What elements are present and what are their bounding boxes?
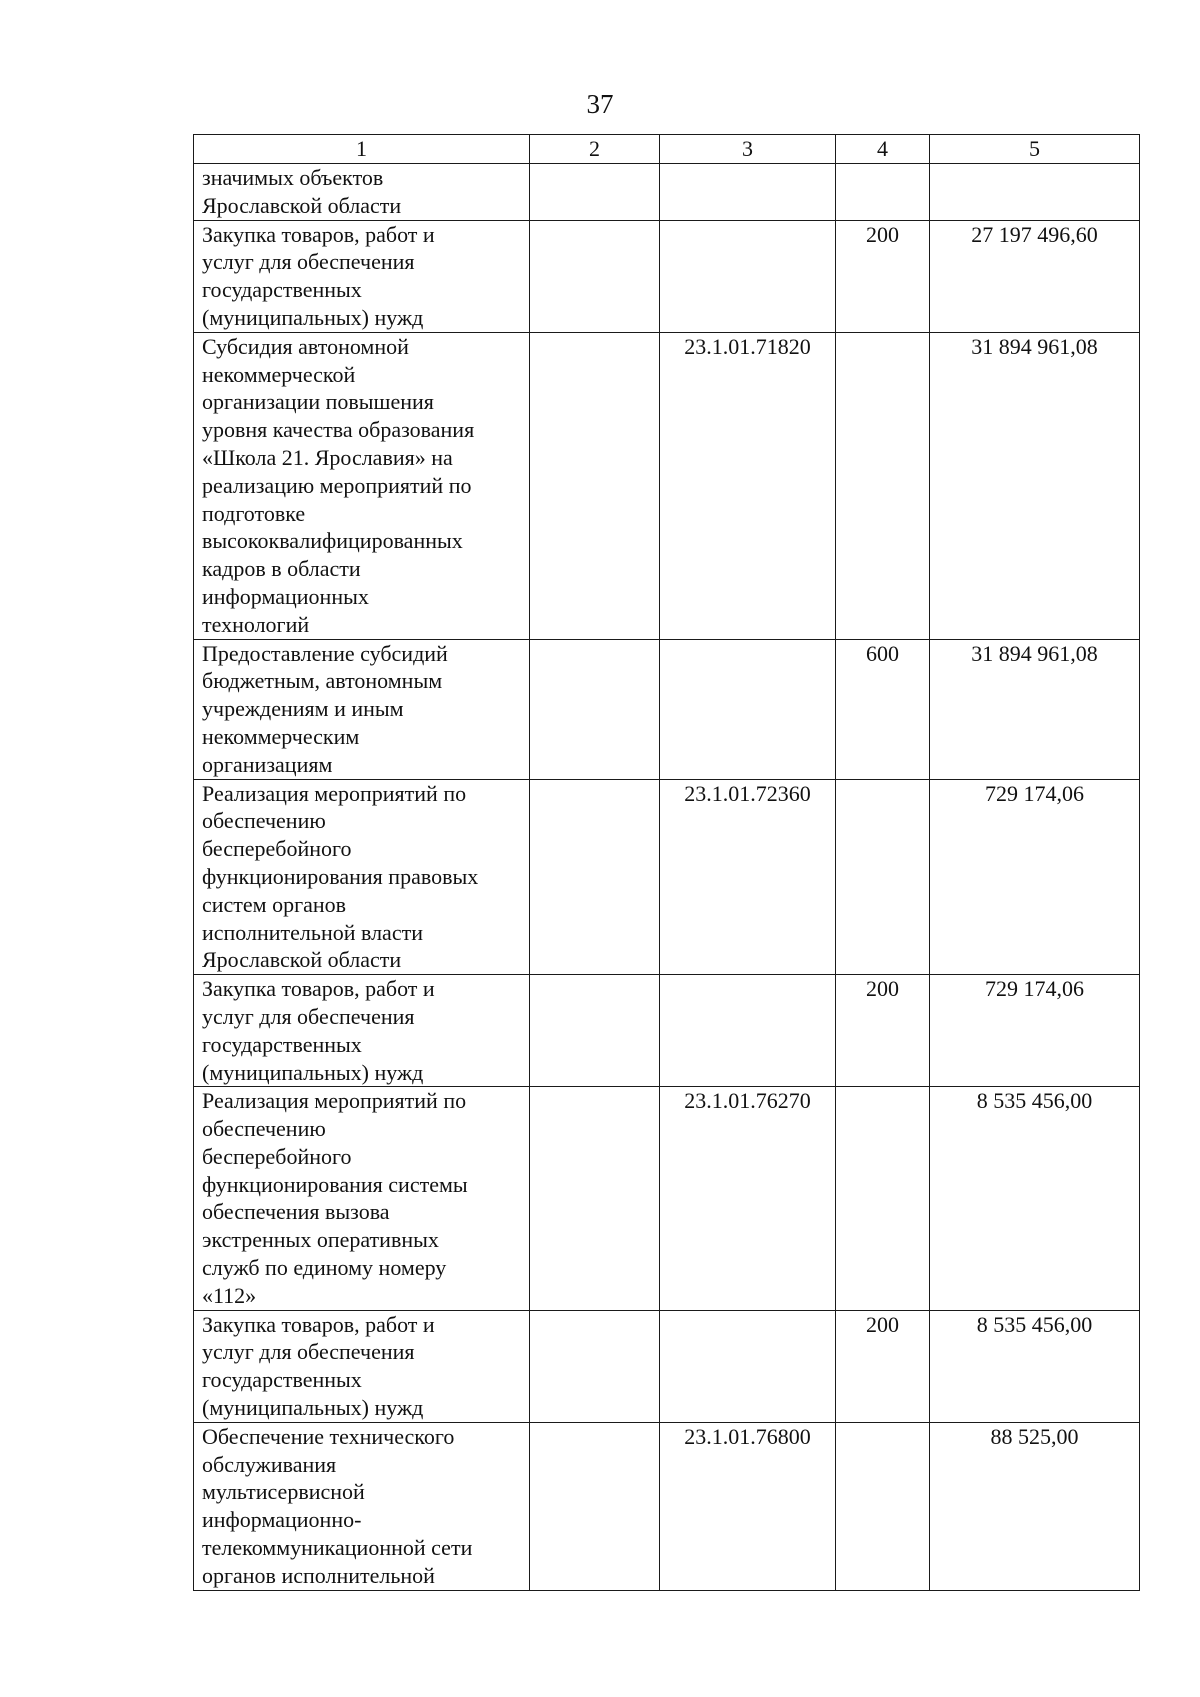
row-code-cell: 23.1.01.76270: [660, 1087, 836, 1310]
row-type-cell: [836, 332, 930, 639]
row-col2-cell: [530, 164, 660, 221]
row-col2-cell: [530, 332, 660, 639]
column-header-4: 4: [836, 135, 930, 164]
row-amount-cell: [930, 164, 1140, 221]
row-name-cell: Закупка товаров, работ и услуг для обеспечения государственных (муниципальных) нужд: [194, 975, 530, 1087]
table-row: [194, 1310, 1140, 1422]
row-code-cell: [660, 1310, 836, 1422]
row-col2-cell: [530, 1422, 660, 1590]
row-amount-cell: 729 174,06: [930, 975, 1140, 1087]
row-amount-cell: 27 197 496,60: [930, 220, 1140, 332]
row-type-cell: 200: [836, 975, 930, 1087]
row-type-cell: [836, 779, 930, 975]
column-header-3: 3: [660, 135, 836, 164]
row-type-cell: 200: [836, 220, 930, 332]
row-name-cell: Субсидия автономной некоммерческой организации повышения уровня качества образования «Школа 21. Ярославия» на реализацию мероприятий по подготовке высококвалифицированных кадров в области информационных технологий: [194, 332, 530, 639]
table-body: [194, 164, 1140, 1591]
row-type-cell: [836, 164, 930, 221]
table-row: [194, 779, 1140, 975]
table-header-row: [194, 135, 1140, 164]
row-amount-cell: 88 525,00: [930, 1422, 1140, 1590]
row-name-cell: Закупка товаров, работ и услуг для обеспечения государственных (муниципальных) нужд: [194, 220, 530, 332]
column-header-1: 1: [194, 135, 530, 164]
table-row: [194, 1087, 1140, 1310]
table-row: [194, 332, 1140, 639]
row-name-cell: Реализация мероприятий по обеспечению бесперебойного функционирования правовых систем органов исполнительной власти Ярославской области: [194, 779, 530, 975]
table-row: [194, 975, 1140, 1087]
table-row: [194, 164, 1140, 221]
table-row: [194, 639, 1140, 779]
row-col2-cell: [530, 1310, 660, 1422]
row-col2-cell: [530, 779, 660, 975]
table-row: [194, 220, 1140, 332]
row-type-cell: [836, 1087, 930, 1310]
row-name-cell: Обеспечение технического обслуживания мультисервисной информационно- телекоммуникационной сети органов исполнительной: [194, 1422, 530, 1590]
row-type-cell: 200: [836, 1310, 930, 1422]
row-amount-cell: 8 535 456,00: [930, 1310, 1140, 1422]
row-name-cell: Реализация мероприятий по обеспечению бесперебойного функционирования системы обеспечения вызова экстренных оперативных служб по единому номеру «112»: [194, 1087, 530, 1310]
row-col2-cell: [530, 639, 660, 779]
row-col2-cell: [530, 220, 660, 332]
row-code-cell: 23.1.01.71820: [660, 332, 836, 639]
row-type-cell: [836, 1422, 930, 1590]
row-amount-cell: 8 535 456,00: [930, 1087, 1140, 1310]
row-type-cell: 600: [836, 639, 930, 779]
page-number: 37: [586, 89, 614, 119]
row-name-cell: значимых объектов Ярославской области: [194, 164, 530, 221]
column-header-2: 2: [530, 135, 660, 164]
row-amount-cell: 31 894 961,08: [930, 332, 1140, 639]
column-header-5: 5: [930, 135, 1140, 164]
row-code-cell: 23.1.01.72360: [660, 779, 836, 975]
row-name-cell: Предоставление субсидий бюджетным, автономным учреждениям и иным некоммерческим организациям: [194, 639, 530, 779]
row-amount-cell: 729 174,06: [930, 779, 1140, 975]
row-code-cell: 23.1.01.76800: [660, 1422, 836, 1590]
row-code-cell: [660, 164, 836, 221]
row-code-cell: [660, 220, 836, 332]
budget-table: [193, 134, 1140, 1591]
row-col2-cell: [530, 1087, 660, 1310]
table-row: [194, 1422, 1140, 1590]
row-amount-cell: 31 894 961,08: [930, 639, 1140, 779]
row-code-cell: [660, 975, 836, 1087]
row-name-cell: Закупка товаров, работ и услуг для обеспечения государственных (муниципальных) нужд: [194, 1310, 530, 1422]
row-code-cell: [660, 639, 836, 779]
row-col2-cell: [530, 975, 660, 1087]
table-header: [194, 135, 1140, 164]
